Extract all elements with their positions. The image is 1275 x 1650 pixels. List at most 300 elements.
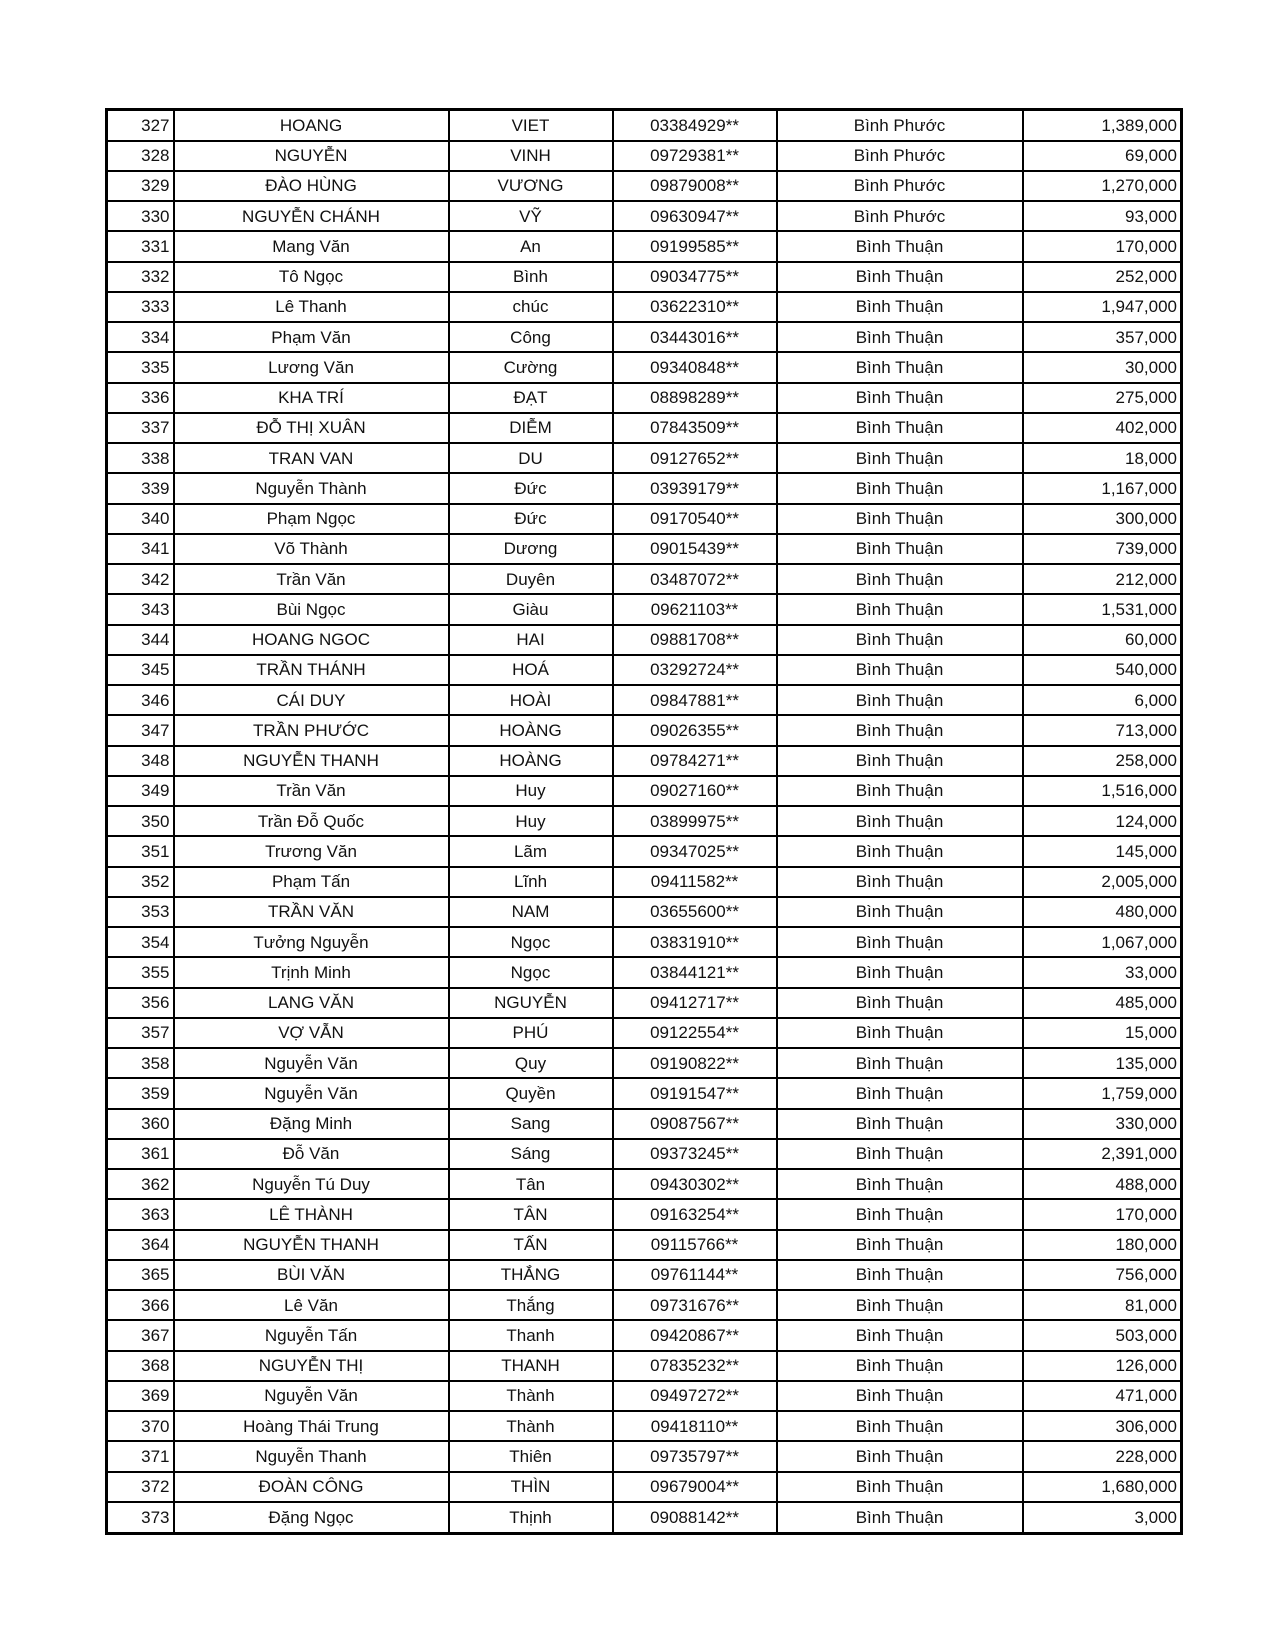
phone-cell: 09163254** [613,1199,777,1229]
table-row [107,443,1182,473]
last-name-cell: Mang Văn [174,231,449,261]
last-name-cell: Nguyễn Thành [174,473,449,503]
table-row [107,927,1182,957]
first-name-cell: Thành [449,1411,613,1441]
row-number-cell: 358 [107,1048,174,1078]
amount-cell: 252,000 [1023,262,1182,292]
row-number-cell: 365 [107,1260,174,1290]
province-cell: Bình Thuận [777,655,1023,685]
province-cell: Bình Thuận [777,776,1023,806]
table-row [107,988,1182,1018]
last-name-cell: NGUYỄN THANH [174,1230,449,1260]
amount-cell: 126,000 [1023,1351,1182,1381]
province-cell: Bình Thuận [777,806,1023,836]
province-cell: Bình Thuận [777,1199,1023,1229]
table-row [107,322,1182,352]
first-name-cell: Quy [449,1048,613,1078]
last-name-cell: Phạm Tấn [174,867,449,897]
last-name-cell: TRẦN THÁNH [174,655,449,685]
table-row [107,1169,1182,1199]
table-row [107,685,1182,715]
row-number-cell: 359 [107,1078,174,1108]
table-row [107,746,1182,776]
phone-cell: 09761144** [613,1260,777,1290]
row-number-cell: 351 [107,836,174,866]
province-cell: Bình Thuận [777,1048,1023,1078]
amount-cell: 18,000 [1023,443,1182,473]
first-name-cell: Thanh [449,1320,613,1350]
table-row [107,1139,1182,1169]
first-name-cell: Lãm [449,836,613,866]
table-row [107,1472,1182,1502]
row-number-cell: 350 [107,806,174,836]
amount-cell: 471,000 [1023,1381,1182,1411]
first-name-cell: Dương [449,534,613,564]
last-name-cell: VỢ VẪN [174,1018,449,1048]
first-name-cell: VINH [449,141,613,171]
last-name-cell: Hoàng Thái Trung [174,1411,449,1441]
amount-cell: 756,000 [1023,1260,1182,1290]
table-body [107,110,1182,1534]
phone-cell: 03622310** [613,292,777,322]
last-name-cell: TRẦN PHƯỚC [174,715,449,745]
phone-cell: 09418110** [613,1411,777,1441]
row-number-cell: 343 [107,594,174,624]
province-cell: Bình Thuận [777,1381,1023,1411]
row-number-cell: 336 [107,383,174,413]
phone-cell: 09191547** [613,1078,777,1108]
table-row [107,776,1182,806]
first-name-cell: Quyền [449,1078,613,1108]
amount-cell: 170,000 [1023,1199,1182,1229]
table-row [107,1290,1182,1320]
province-cell: Bình Thuận [777,957,1023,987]
table-row [107,1411,1182,1441]
row-number-cell: 335 [107,352,174,382]
phone-cell: 09881708** [613,625,777,655]
row-number-cell: 372 [107,1472,174,1502]
amount-cell: 275,000 [1023,383,1182,413]
amount-cell: 124,000 [1023,806,1182,836]
last-name-cell: Nguyễn Thanh [174,1441,449,1471]
amount-cell: 739,000 [1023,534,1182,564]
first-name-cell: Lĩnh [449,867,613,897]
amount-cell: 1,516,000 [1023,776,1182,806]
province-cell: Bình Thuận [777,1351,1023,1381]
table-row [107,715,1182,745]
first-name-cell: DIỄM [449,413,613,443]
row-number-cell: 342 [107,564,174,594]
province-cell: Bình Thuận [777,534,1023,564]
table-row [107,231,1182,261]
amount-cell: 1,531,000 [1023,594,1182,624]
province-cell: Bình Thuận [777,1109,1023,1139]
phone-cell: 09088142** [613,1502,777,1534]
province-cell: Bình Thuận [777,413,1023,443]
last-name-cell: Nguyễn Văn [174,1048,449,1078]
first-name-cell: Ngọc [449,957,613,987]
first-name-cell: Huy [449,776,613,806]
province-cell: Bình Phước [777,171,1023,201]
row-number-cell: 327 [107,110,174,141]
province-cell: Bình Thuận [777,292,1023,322]
phone-cell: 03939179** [613,473,777,503]
phone-cell: 08898289** [613,383,777,413]
amount-cell: 180,000 [1023,1230,1182,1260]
province-cell: Bình Thuận [777,836,1023,866]
row-number-cell: 346 [107,685,174,715]
amount-cell: 330,000 [1023,1109,1182,1139]
phone-cell: 09731676** [613,1290,777,1320]
row-number-cell: 356 [107,988,174,1018]
table-row [107,473,1182,503]
phone-cell: 09122554** [613,1018,777,1048]
last-name-cell: Phạm Ngọc [174,504,449,534]
row-number-cell: 339 [107,473,174,503]
first-name-cell: Ngọc [449,927,613,957]
phone-cell: 09679004** [613,1472,777,1502]
first-name-cell: DU [449,443,613,473]
table-row [107,1048,1182,1078]
last-name-cell: TRAN VAN [174,443,449,473]
amount-cell: 258,000 [1023,746,1182,776]
first-name-cell: VIET [449,110,613,141]
first-name-cell: HOÀI [449,685,613,715]
amount-cell: 1,759,000 [1023,1078,1182,1108]
first-name-cell: An [449,231,613,261]
phone-cell: 03831910** [613,927,777,957]
first-name-cell: Sang [449,1109,613,1139]
row-number-cell: 329 [107,171,174,201]
first-name-cell: VƯƠNG [449,171,613,201]
last-name-cell: TRẦN VĂN [174,897,449,927]
province-cell: Bình Thuận [777,746,1023,776]
first-name-cell: Thịnh [449,1502,613,1534]
province-cell: Bình Thuận [777,383,1023,413]
phone-cell: 03384929** [613,110,777,141]
province-cell: Bình Thuận [777,504,1023,534]
phone-cell: 09729381** [613,141,777,171]
amount-cell: 2,391,000 [1023,1139,1182,1169]
table-row [107,383,1182,413]
province-cell: Bình Phước [777,110,1023,141]
table-row [107,292,1182,322]
phone-cell: 09735797** [613,1441,777,1471]
row-number-cell: 353 [107,897,174,927]
amount-cell: 33,000 [1023,957,1182,987]
last-name-cell: ĐOÀN CÔNG [174,1472,449,1502]
first-name-cell: TẤN [449,1230,613,1260]
first-name-cell: PHÚ [449,1018,613,1048]
table-row [107,1109,1182,1139]
first-name-cell: Giàu [449,594,613,624]
first-name-cell: TÂN [449,1199,613,1229]
phone-cell: 09015439** [613,534,777,564]
amount-cell: 60,000 [1023,625,1182,655]
last-name-cell: Lương Văn [174,352,449,382]
amount-cell: 15,000 [1023,1018,1182,1048]
last-name-cell: NGUYỄN CHÁNH [174,201,449,231]
table-row [107,625,1182,655]
phone-cell: 09127652** [613,443,777,473]
province-cell: Bình Thuận [777,1320,1023,1350]
first-name-cell: chúc [449,292,613,322]
province-cell: Bình Thuận [777,1290,1023,1320]
phone-cell: 09373245** [613,1139,777,1169]
table-row [107,171,1182,201]
last-name-cell: NGUYỄN [174,141,449,171]
phone-cell: 03655600** [613,897,777,927]
phone-cell: 03899975** [613,806,777,836]
table-row [107,564,1182,594]
last-name-cell: Đặng Minh [174,1109,449,1139]
row-number-cell: 363 [107,1199,174,1229]
last-name-cell: Trần Văn [174,776,449,806]
last-name-cell: Phạm Văn [174,322,449,352]
amount-cell: 2,005,000 [1023,867,1182,897]
last-name-cell: Lê Thanh [174,292,449,322]
table-row [107,836,1182,866]
last-name-cell: Võ Thành [174,534,449,564]
amount-cell: 1,389,000 [1023,110,1182,141]
first-name-cell: Đức [449,473,613,503]
table-row [107,504,1182,534]
last-name-cell: ĐÀO HÙNG [174,171,449,201]
amount-cell: 1,067,000 [1023,927,1182,957]
province-cell: Bình Thuận [777,231,1023,261]
table-row [107,1502,1182,1534]
first-name-cell: NGUYỄN [449,988,613,1018]
amount-cell: 170,000 [1023,231,1182,261]
amount-cell: 1,680,000 [1023,1472,1182,1502]
province-cell: Bình Thuận [777,927,1023,957]
last-name-cell: Trịnh Minh [174,957,449,987]
phone-cell: 09879008** [613,171,777,201]
table-row [107,1320,1182,1350]
first-name-cell: HOÀNG [449,715,613,745]
phone-cell: 03292724** [613,655,777,685]
row-number-cell: 357 [107,1018,174,1048]
table-row [107,806,1182,836]
row-number-cell: 332 [107,262,174,292]
row-number-cell: 333 [107,292,174,322]
province-cell: Bình Thuận [777,473,1023,503]
row-number-cell: 373 [107,1502,174,1534]
province-cell: Bình Thuận [777,1169,1023,1199]
phone-cell: 03844121** [613,957,777,987]
amount-cell: 228,000 [1023,1441,1182,1471]
phone-cell: 09621103** [613,594,777,624]
province-cell: Bình Thuận [777,867,1023,897]
row-number-cell: 331 [107,231,174,261]
province-cell: Bình Thuận [777,352,1023,382]
amount-cell: 306,000 [1023,1411,1182,1441]
table-row [107,413,1182,443]
row-number-cell: 360 [107,1109,174,1139]
province-cell: Bình Phước [777,201,1023,231]
province-cell: Bình Thuận [777,625,1023,655]
table-row [107,1381,1182,1411]
province-cell: Bình Thuận [777,1078,1023,1108]
province-cell: Bình Thuận [777,262,1023,292]
first-name-cell: THẮNG [449,1260,613,1290]
last-name-cell: NGUYỄN THANH [174,746,449,776]
last-name-cell: CÁI DUY [174,685,449,715]
phone-cell: 09784271** [613,746,777,776]
amount-cell: 488,000 [1023,1169,1182,1199]
first-name-cell: NAM [449,897,613,927]
row-number-cell: 347 [107,715,174,745]
province-cell: Bình Thuận [777,897,1023,927]
row-number-cell: 354 [107,927,174,957]
row-number-cell: 345 [107,655,174,685]
phone-cell: 09412717** [613,988,777,1018]
first-name-cell: Thành [449,1381,613,1411]
province-cell: Bình Thuận [777,715,1023,745]
table-row [107,1260,1182,1290]
last-name-cell: KHA TRÍ [174,383,449,413]
phone-cell: 07835232** [613,1351,777,1381]
row-number-cell: 349 [107,776,174,806]
last-name-cell: Nguyễn Văn [174,1381,449,1411]
row-number-cell: 369 [107,1381,174,1411]
last-name-cell: Bùi Ngọc [174,594,449,624]
row-number-cell: 364 [107,1230,174,1260]
last-name-cell: NGUYỄN THỊ [174,1351,449,1381]
amount-cell: 357,000 [1023,322,1182,352]
phone-cell: 09115766** [613,1230,777,1260]
table-row [107,1441,1182,1471]
first-name-cell: THÌN [449,1472,613,1502]
amount-cell: 485,000 [1023,988,1182,1018]
row-number-cell: 340 [107,504,174,534]
last-name-cell: LANG VĂN [174,988,449,1018]
amount-cell: 81,000 [1023,1290,1182,1320]
table-row [107,594,1182,624]
amount-cell: 402,000 [1023,413,1182,443]
phone-cell: 09199585** [613,231,777,261]
phone-cell: 09340848** [613,352,777,382]
table-row [107,201,1182,231]
amount-cell: 6,000 [1023,685,1182,715]
table-row [107,1078,1182,1108]
phone-cell: 09347025** [613,836,777,866]
first-name-cell: Công [449,322,613,352]
first-name-cell: Đức [449,504,613,534]
phone-cell: 09170540** [613,504,777,534]
amount-cell: 3,000 [1023,1502,1182,1534]
row-number-cell: 370 [107,1411,174,1441]
row-number-cell: 362 [107,1169,174,1199]
first-name-cell: Sáng [449,1139,613,1169]
last-name-cell: Tô Ngọc [174,262,449,292]
first-name-cell: THANH [449,1351,613,1381]
phone-cell: 09026355** [613,715,777,745]
amount-cell: 30,000 [1023,352,1182,382]
first-name-cell: Thiên [449,1441,613,1471]
first-name-cell: HOÁ [449,655,613,685]
last-name-cell: Nguyễn Tấn [174,1320,449,1350]
phone-cell: 09847881** [613,685,777,715]
row-number-cell: 366 [107,1290,174,1320]
province-cell: Bình Thuận [777,685,1023,715]
row-number-cell: 348 [107,746,174,776]
phone-cell: 09027160** [613,776,777,806]
province-cell: Bình Thuận [777,1411,1023,1441]
amount-cell: 93,000 [1023,201,1182,231]
first-name-cell: HOÀNG [449,746,613,776]
last-name-cell: HOANG [174,110,449,141]
table-row [107,897,1182,927]
phone-cell: 09087567** [613,1109,777,1139]
phone-cell: 09420867** [613,1320,777,1350]
province-cell: Bình Thuận [777,594,1023,624]
first-name-cell: HAI [449,625,613,655]
row-number-cell: 330 [107,201,174,231]
row-number-cell: 344 [107,625,174,655]
phone-cell: 03443016** [613,322,777,352]
last-name-cell: BÙI VĂN [174,1260,449,1290]
table-row [107,534,1182,564]
beneficiary-table [105,108,1183,1535]
amount-cell: 1,947,000 [1023,292,1182,322]
last-name-cell: Trần Đỗ Quốc [174,806,449,836]
first-name-cell: Bình [449,262,613,292]
table-row [107,110,1182,141]
table-row [107,141,1182,171]
last-name-cell: Trần Văn [174,564,449,594]
last-name-cell: Nguyễn Văn [174,1078,449,1108]
phone-cell: 07843509** [613,413,777,443]
amount-cell: 540,000 [1023,655,1182,685]
phone-cell: 09497272** [613,1381,777,1411]
first-name-cell: Duyên [449,564,613,594]
first-name-cell: Thắng [449,1290,613,1320]
amount-cell: 145,000 [1023,836,1182,866]
last-name-cell: Đỗ Văn [174,1139,449,1169]
amount-cell: 1,167,000 [1023,473,1182,503]
last-name-cell: Lê Văn [174,1290,449,1320]
first-name-cell: Huy [449,806,613,836]
table-row [107,1351,1182,1381]
phone-cell: 03487072** [613,564,777,594]
province-cell: Bình Thuận [777,1018,1023,1048]
amount-cell: 713,000 [1023,715,1182,745]
row-number-cell: 334 [107,322,174,352]
row-number-cell: 355 [107,957,174,987]
first-name-cell: Cường [449,352,613,382]
last-name-cell: HOANG NGOC [174,625,449,655]
last-name-cell: ĐỖ THỊ XUÂN [174,413,449,443]
province-cell: Bình Thuận [777,1139,1023,1169]
first-name-cell: VỸ [449,201,613,231]
row-number-cell: 328 [107,141,174,171]
row-number-cell: 338 [107,443,174,473]
province-cell: Bình Thuận [777,1230,1023,1260]
first-name-cell: Tân [449,1169,613,1199]
table-row [107,1199,1182,1229]
province-cell: Bình Phước [777,141,1023,171]
amount-cell: 480,000 [1023,897,1182,927]
row-number-cell: 352 [107,867,174,897]
last-name-cell: Đặng Ngọc [174,1502,449,1534]
amount-cell: 69,000 [1023,141,1182,171]
row-number-cell: 371 [107,1441,174,1471]
last-name-cell: Nguyễn Tú Duy [174,1169,449,1199]
last-name-cell: LÊ THÀNH [174,1199,449,1229]
table-row [107,957,1182,987]
row-number-cell: 367 [107,1320,174,1350]
